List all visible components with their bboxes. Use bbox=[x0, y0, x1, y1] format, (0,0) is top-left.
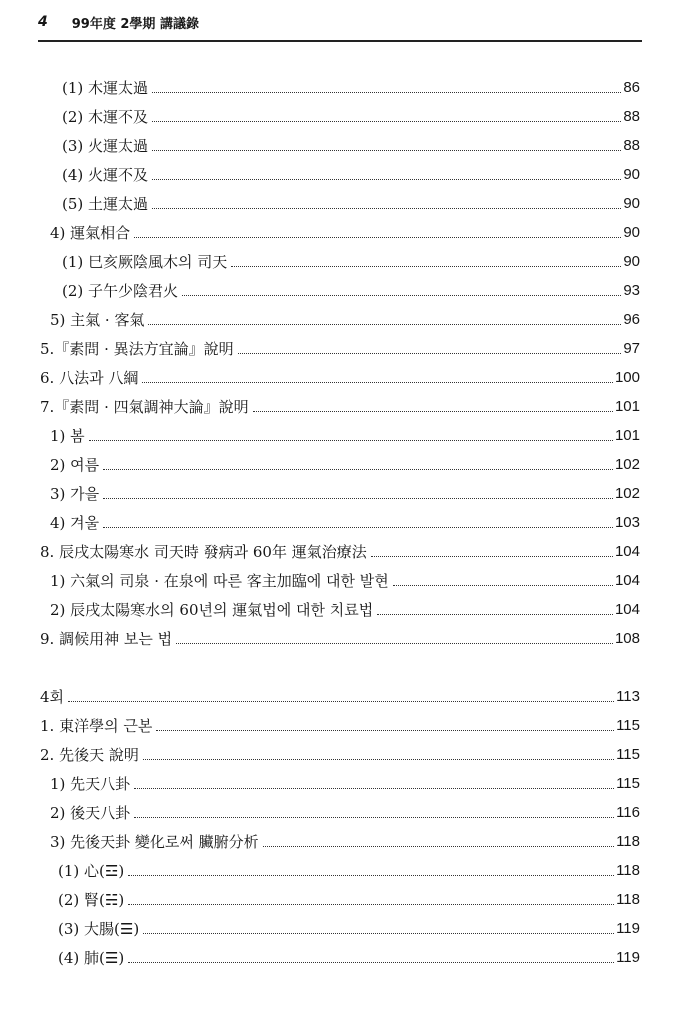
toc-entry-label: 2. 先後天 說明 bbox=[40, 746, 139, 764]
dot-leader bbox=[152, 179, 621, 180]
dot-leader bbox=[134, 817, 614, 818]
toc-entry-page: 88 bbox=[623, 137, 640, 154]
toc-entry-page: 115 bbox=[616, 746, 640, 763]
toc-entry-label: 5) 主氣 · 客氣 bbox=[50, 311, 145, 329]
toc-entry bbox=[50, 507, 640, 533]
toc-entry-label: (1) 木運太過 bbox=[62, 79, 149, 97]
dot-leader bbox=[89, 440, 613, 441]
toc-entry bbox=[50, 565, 640, 591]
toc-entry-page: 113 bbox=[616, 688, 640, 705]
running-title: 99年度 2學期 講議錄 bbox=[71, 16, 199, 32]
toc-entry-page: 118 bbox=[616, 862, 640, 879]
toc-entry bbox=[50, 768, 640, 794]
toc-entry bbox=[40, 391, 640, 417]
dot-leader bbox=[152, 150, 621, 151]
toc-entry-page: 119 bbox=[616, 949, 640, 966]
toc-entry bbox=[62, 130, 640, 156]
toc-entry bbox=[58, 913, 640, 939]
toc-entry-label: 2) 後天八卦 bbox=[50, 804, 131, 822]
toc-entry-page: 100 bbox=[614, 369, 640, 386]
dot-leader bbox=[393, 585, 613, 586]
toc-entry bbox=[58, 855, 640, 881]
toc-entry-label: 2) 여름 bbox=[50, 456, 100, 474]
dot-leader bbox=[152, 121, 621, 122]
toc-entry-page: 90 bbox=[623, 224, 640, 241]
toc-entry-label: 3) 가을 bbox=[50, 485, 100, 503]
toc-entry-page: 104 bbox=[614, 601, 640, 618]
toc-entry bbox=[40, 739, 640, 765]
dot-leader bbox=[182, 295, 621, 296]
toc-entry-label: 4) 겨울 bbox=[50, 514, 100, 532]
toc-entry-label: (3) 大腸(☰) bbox=[58, 920, 140, 938]
toc-entry-page: 103 bbox=[614, 514, 640, 531]
dot-leader bbox=[263, 846, 614, 847]
toc-entry-page: 90 bbox=[623, 195, 640, 212]
toc-entry bbox=[50, 449, 640, 475]
toc-entry-label: 8. 辰戌太陽寒水 司天時 發病과 60年 運氣治療法 bbox=[40, 543, 367, 561]
header-rule bbox=[38, 40, 642, 42]
toc-entry bbox=[62, 246, 640, 272]
toc-entry-page: 108 bbox=[614, 630, 640, 647]
toc-entry-label: 3) 先後天卦 變化로써 臟腑分析 bbox=[50, 833, 259, 851]
toc-entry-label: 4회 bbox=[40, 688, 65, 706]
toc-entry-page: 104 bbox=[614, 543, 640, 560]
dot-leader bbox=[143, 933, 614, 934]
toc-entry bbox=[40, 536, 640, 562]
dot-leader bbox=[377, 614, 613, 615]
toc-entry-label: 7.『素問 · 四氣調神大論』說明 bbox=[40, 398, 249, 416]
dot-leader bbox=[103, 498, 613, 499]
dot-leader bbox=[148, 324, 621, 325]
dot-leader bbox=[152, 92, 621, 93]
toc-entry-page: 115 bbox=[616, 717, 640, 734]
toc-entry bbox=[50, 420, 640, 446]
page-number: 4 bbox=[38, 14, 48, 30]
toc-entry-page: 101 bbox=[614, 427, 640, 444]
dot-leader bbox=[143, 759, 614, 760]
dot-leader bbox=[152, 208, 621, 209]
toc-entry-page: 93 bbox=[623, 282, 640, 299]
dot-leader bbox=[176, 643, 613, 644]
toc-entry bbox=[62, 188, 640, 214]
toc-entry bbox=[62, 159, 640, 185]
dot-leader bbox=[68, 701, 614, 702]
toc-entry-page: 104 bbox=[614, 572, 640, 589]
toc-entry bbox=[50, 594, 640, 620]
toc-entry bbox=[40, 623, 640, 649]
dot-leader bbox=[134, 788, 614, 789]
toc-entry-page: 90 bbox=[623, 253, 640, 270]
toc-entry-page: 118 bbox=[616, 833, 640, 850]
toc-entry-label: (2) 腎(☵) bbox=[58, 891, 125, 909]
toc-entry-label: 1) 先天八卦 bbox=[50, 775, 131, 793]
toc-entry-page: 119 bbox=[616, 920, 640, 937]
toc-entry-label: 1) 六氣의 司泉 · 在泉에 따른 客主加臨에 대한 발현 bbox=[50, 572, 389, 590]
toc-entry-label: (3) 火運太過 bbox=[62, 137, 149, 155]
toc-entry bbox=[40, 681, 640, 707]
dot-leader bbox=[238, 353, 622, 354]
toc-entry-label: (1) 心(☲) bbox=[58, 862, 125, 880]
toc-entry bbox=[58, 884, 640, 910]
dot-leader bbox=[128, 962, 614, 963]
toc-entry-page: 101 bbox=[614, 398, 640, 415]
toc-entry-page: 118 bbox=[616, 891, 640, 908]
toc-entry bbox=[50, 304, 640, 330]
dot-leader bbox=[134, 237, 621, 238]
toc-entry bbox=[58, 942, 640, 968]
toc-entry-label: (1) 巳亥厥陰風木의 司天 bbox=[62, 253, 228, 271]
toc-entry-label: (4) 火運不及 bbox=[62, 166, 149, 184]
toc-entry-label: 1) 봄 bbox=[50, 427, 85, 445]
dot-leader bbox=[128, 904, 614, 905]
toc-entry bbox=[40, 710, 640, 736]
dot-leader bbox=[231, 266, 621, 267]
dot-leader bbox=[103, 527, 613, 528]
toc-entry-page: 86 bbox=[623, 79, 640, 96]
toc-entry-page: 102 bbox=[614, 485, 640, 502]
toc-entry bbox=[62, 275, 640, 301]
dot-leader bbox=[253, 411, 613, 412]
toc-entry bbox=[40, 333, 640, 359]
toc-entry bbox=[50, 797, 640, 823]
toc-entry bbox=[62, 101, 640, 127]
dot-leader bbox=[103, 469, 613, 470]
toc-entry-label: (5) 土運太過 bbox=[62, 195, 149, 213]
toc-entry-page: 96 bbox=[623, 311, 640, 328]
toc-entry-page: 88 bbox=[623, 108, 640, 125]
toc-entry-page: 102 bbox=[614, 456, 640, 473]
dot-leader bbox=[371, 556, 613, 557]
toc-entry-label: 6. 八法과 八綱 bbox=[40, 369, 139, 387]
toc-entry-label: 1. 東洋學의 근본 bbox=[40, 717, 153, 735]
page-header bbox=[38, 10, 642, 34]
toc-entry-page: 90 bbox=[623, 166, 640, 183]
toc-entry-page: 115 bbox=[616, 775, 640, 792]
toc-entry-label: 4) 運氣相合 bbox=[50, 224, 131, 242]
toc-entry bbox=[62, 72, 640, 98]
dot-leader bbox=[142, 382, 613, 383]
toc-entry-label: 5.『素問 · 異法方宜論』說明 bbox=[40, 340, 234, 358]
toc-entry bbox=[50, 826, 640, 852]
toc-entry-label: 2) 辰戌太陽寒水의 60년의 運氣법에 대한 치료법 bbox=[50, 601, 374, 619]
toc-entry bbox=[50, 478, 640, 504]
toc-entry-label: (2) 子午少陰君火 bbox=[62, 282, 179, 300]
toc-entry bbox=[50, 217, 640, 243]
toc-entry-label: (2) 木運不及 bbox=[62, 108, 149, 126]
toc-entry-label: (4) 肺(☰) bbox=[58, 949, 125, 967]
toc-entry-page: 116 bbox=[616, 804, 640, 821]
toc-entry-label: 9. 調候用神 보는 법 bbox=[40, 630, 173, 648]
toc-entry bbox=[40, 362, 640, 388]
dot-leader bbox=[156, 730, 614, 731]
toc-entry-page: 97 bbox=[623, 340, 640, 357]
dot-leader bbox=[128, 875, 614, 876]
